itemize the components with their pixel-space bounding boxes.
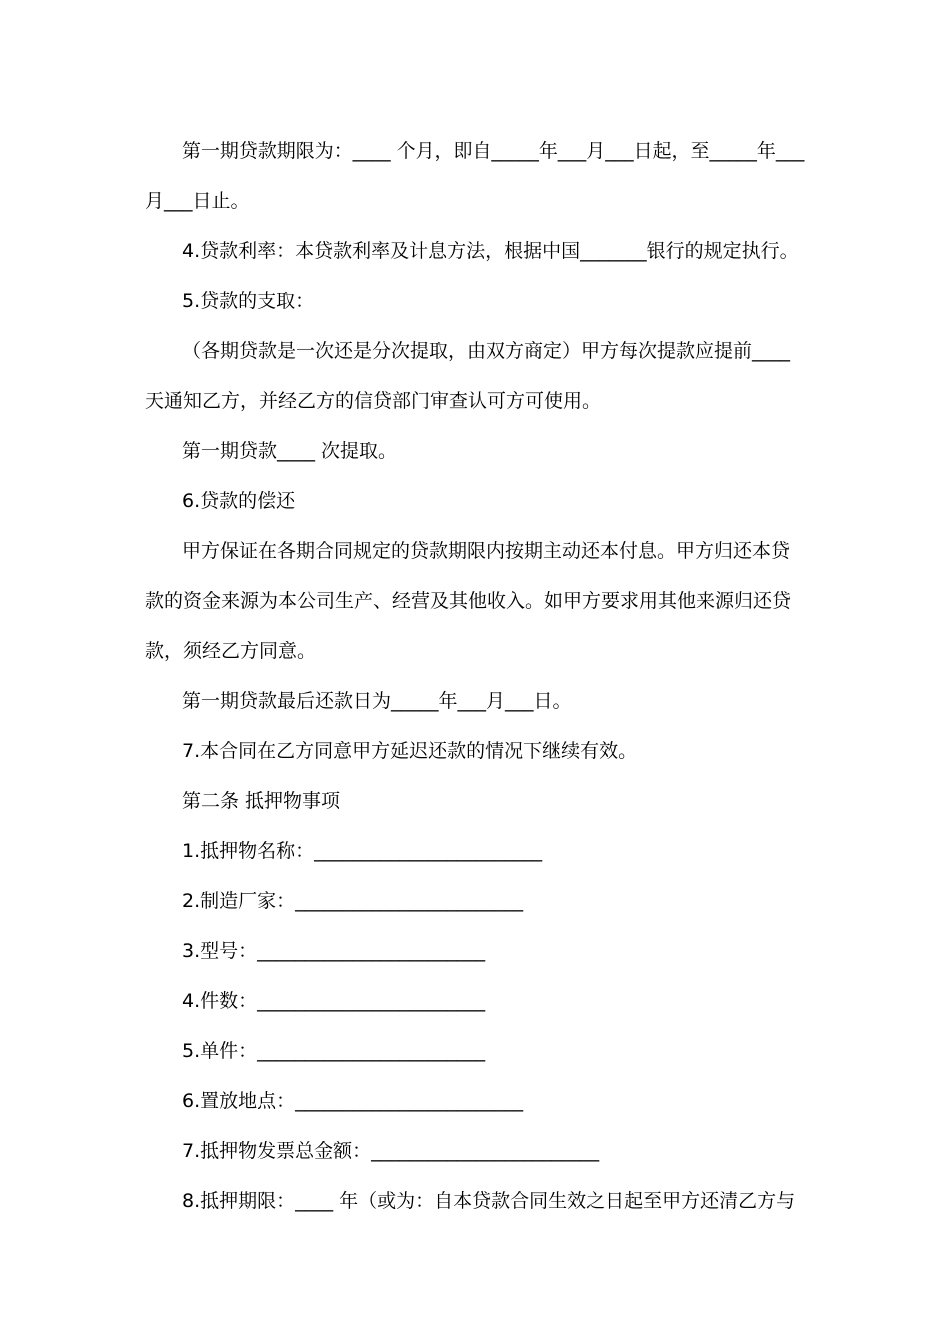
form-field-line: 7.抵押物发票总金额：________________________ — [182, 1140, 600, 1162]
paragraph-line: 8.抵押期限：____ 年（或为：自本贷款合同生效之日起至甲方还清乙方与 — [182, 1190, 796, 1212]
paragraph-line: 第一期贷款期限为：____ 个月，即自_____年___月___日起，至_____年___ — [182, 140, 805, 162]
paragraph-line: 款的资金来源为本公司生产、经营及其他收入。如甲方要求用其他来源归还贷 — [145, 590, 792, 612]
paragraph-line: （各期贷款是一次还是分次提取，由双方商定）甲方每次提款应提前____ — [182, 340, 791, 362]
section-heading: 6.贷款的偿还 — [182, 490, 296, 512]
paragraph-line: 第一期贷款____ 次提取。 — [182, 440, 398, 462]
form-field-line: 2.制造厂家：________________________ — [182, 890, 524, 912]
paragraph-line: 7.本合同在乙方同意甲方延迟还款的情况下继续有效。 — [182, 740, 638, 762]
form-field-line: 6.置放地点：________________________ — [182, 1090, 524, 1112]
article-heading: 第二条 抵押物事项 — [182, 790, 341, 812]
paragraph-line: 5.贷款的支取： — [182, 290, 315, 312]
paragraph-line: 款，须经乙方同意。 — [145, 640, 317, 662]
form-field-line: 1.抵押物名称：________________________ — [182, 840, 543, 862]
paragraph-line: 甲方保证在各期合同规定的贷款期限内按期主动还本付息。甲方归还本贷 — [182, 540, 791, 562]
paragraph-line: 月___日止。 — [145, 190, 250, 212]
form-field-line: 3.型号：________________________ — [182, 940, 486, 962]
form-field-line: 4.件数：________________________ — [182, 990, 486, 1012]
paragraph-line: 第一期贷款最后还款日为_____年___月___日。 — [182, 690, 572, 712]
form-field-line: 5.单件：________________________ — [182, 1040, 486, 1062]
paragraph-line: 天通知乙方，并经乙方的信贷部门审查认可方可使用。 — [145, 390, 602, 412]
paragraph-line: 4.贷款利率：本贷款利率及计息方法，根据中国_______银行的规定执行。 — [182, 240, 799, 262]
